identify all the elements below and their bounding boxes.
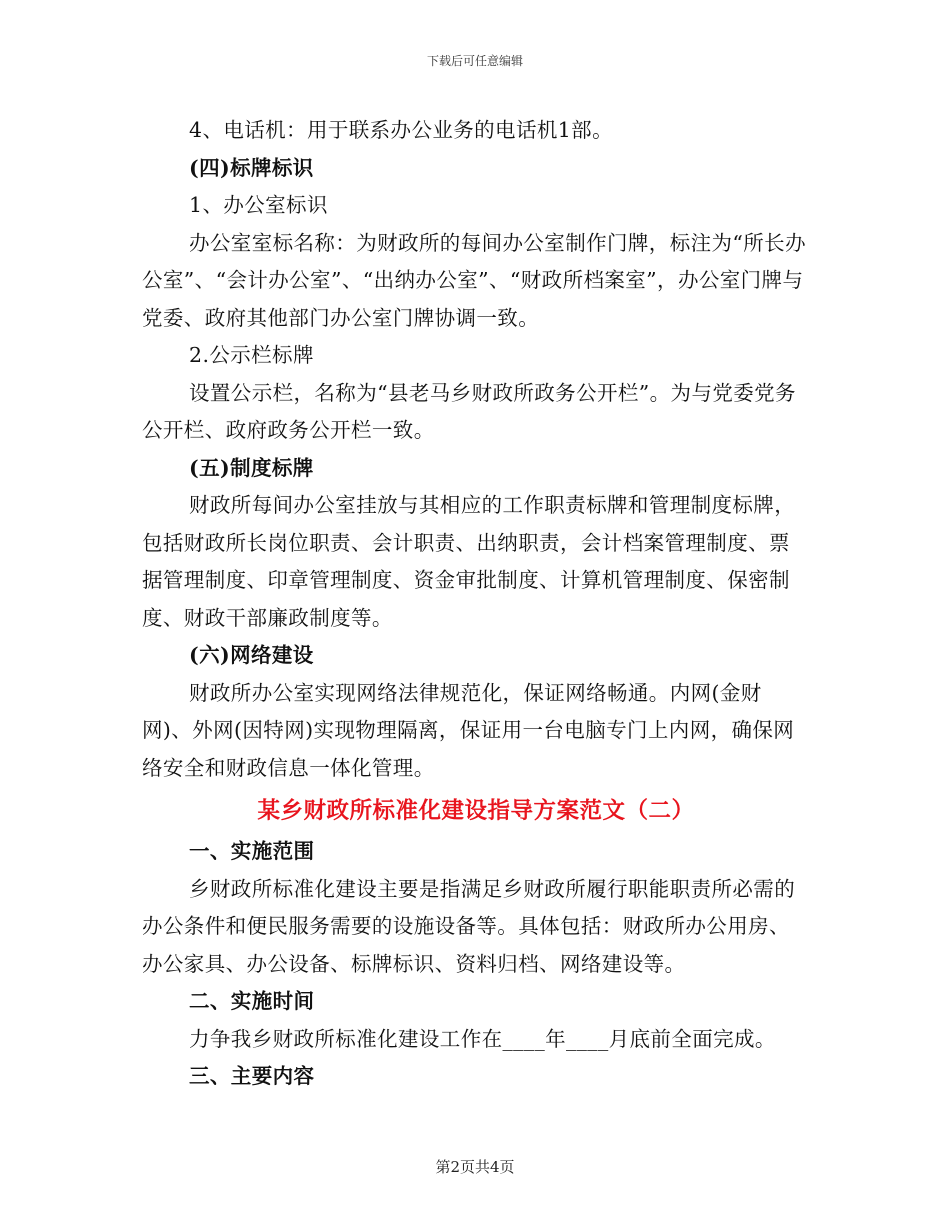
subheading-office-sign: 1、办公室标识 bbox=[189, 193, 328, 217]
heading-network: (六)网络建设 bbox=[189, 643, 314, 667]
paragraph-rules-sign: 财政所每间办公室挂放与其相应的工作职责标牌和管理制度标牌，包括财政所长岗位职责、会计职责、出纳职责，会计档案管理制度、票据管理制度、印章管理制度、资金审批制度、计算机管理制度、保密制度、财政干部廉政制度等。 bbox=[142, 493, 796, 630]
paragraph-office-sign: 办公室室标名称：为财政所的每间办公室制作门牌，标注为“所长办公室”、“会计办公室”、“出纳办公室”、“财政所档案室”，办公室门牌与党委、政府其他部门办公室门牌协调一致。 bbox=[142, 230, 806, 330]
paragraph-scope: 乡财政所标准化建设主要是指满足乡财政所履行职能职责所必需的办公条件和便民服务需要的设施设备等。具体包括：财政所办公用房、办公家具、办公设备、标牌标识、资料归档、网络建设等。 bbox=[142, 876, 796, 976]
heading-main-content: 三、主要内容 bbox=[189, 1064, 315, 1088]
heading-signage: (四)标牌标识 bbox=[189, 155, 314, 180]
paragraph-notice-board: 设置公示栏，名称为“县老马乡财政所政务公开栏”。为与党委党务公开栏、政府政务公开栏一致。 bbox=[142, 380, 796, 442]
page-header: 下载后可任意编辑 bbox=[426, 54, 523, 68]
paragraph-timeline: 力争我乡财政所标准化建设工作在____年____月底前全面完成。 bbox=[189, 1026, 776, 1051]
paragraph-network: 财政所办公室实现网络法律规范化，保证网络畅通。内网(金财网)、外网(因特网)实现物理隔离，保证用一台电脑专门上内网，确保网络安全和财政信息一体化管理。 bbox=[142, 680, 795, 780]
heading-scope: 一、实施范围 bbox=[189, 839, 315, 863]
document-title: 某乡财政所标准化建设指导方案范文（二） bbox=[257, 798, 695, 824]
paragraph-telephone: 4、电话机：用于联系办公业务的电话机1部。 bbox=[189, 118, 613, 142]
document-body bbox=[142, 112, 810, 1096]
heading-timeline: 二、实施时间 bbox=[189, 989, 315, 1013]
subheading-notice-board: 2.公示栏标牌 bbox=[189, 343, 314, 367]
heading-rules-sign: (五)制度标牌 bbox=[189, 455, 314, 480]
page-footer: 第2页共4页 bbox=[435, 1158, 515, 1176]
